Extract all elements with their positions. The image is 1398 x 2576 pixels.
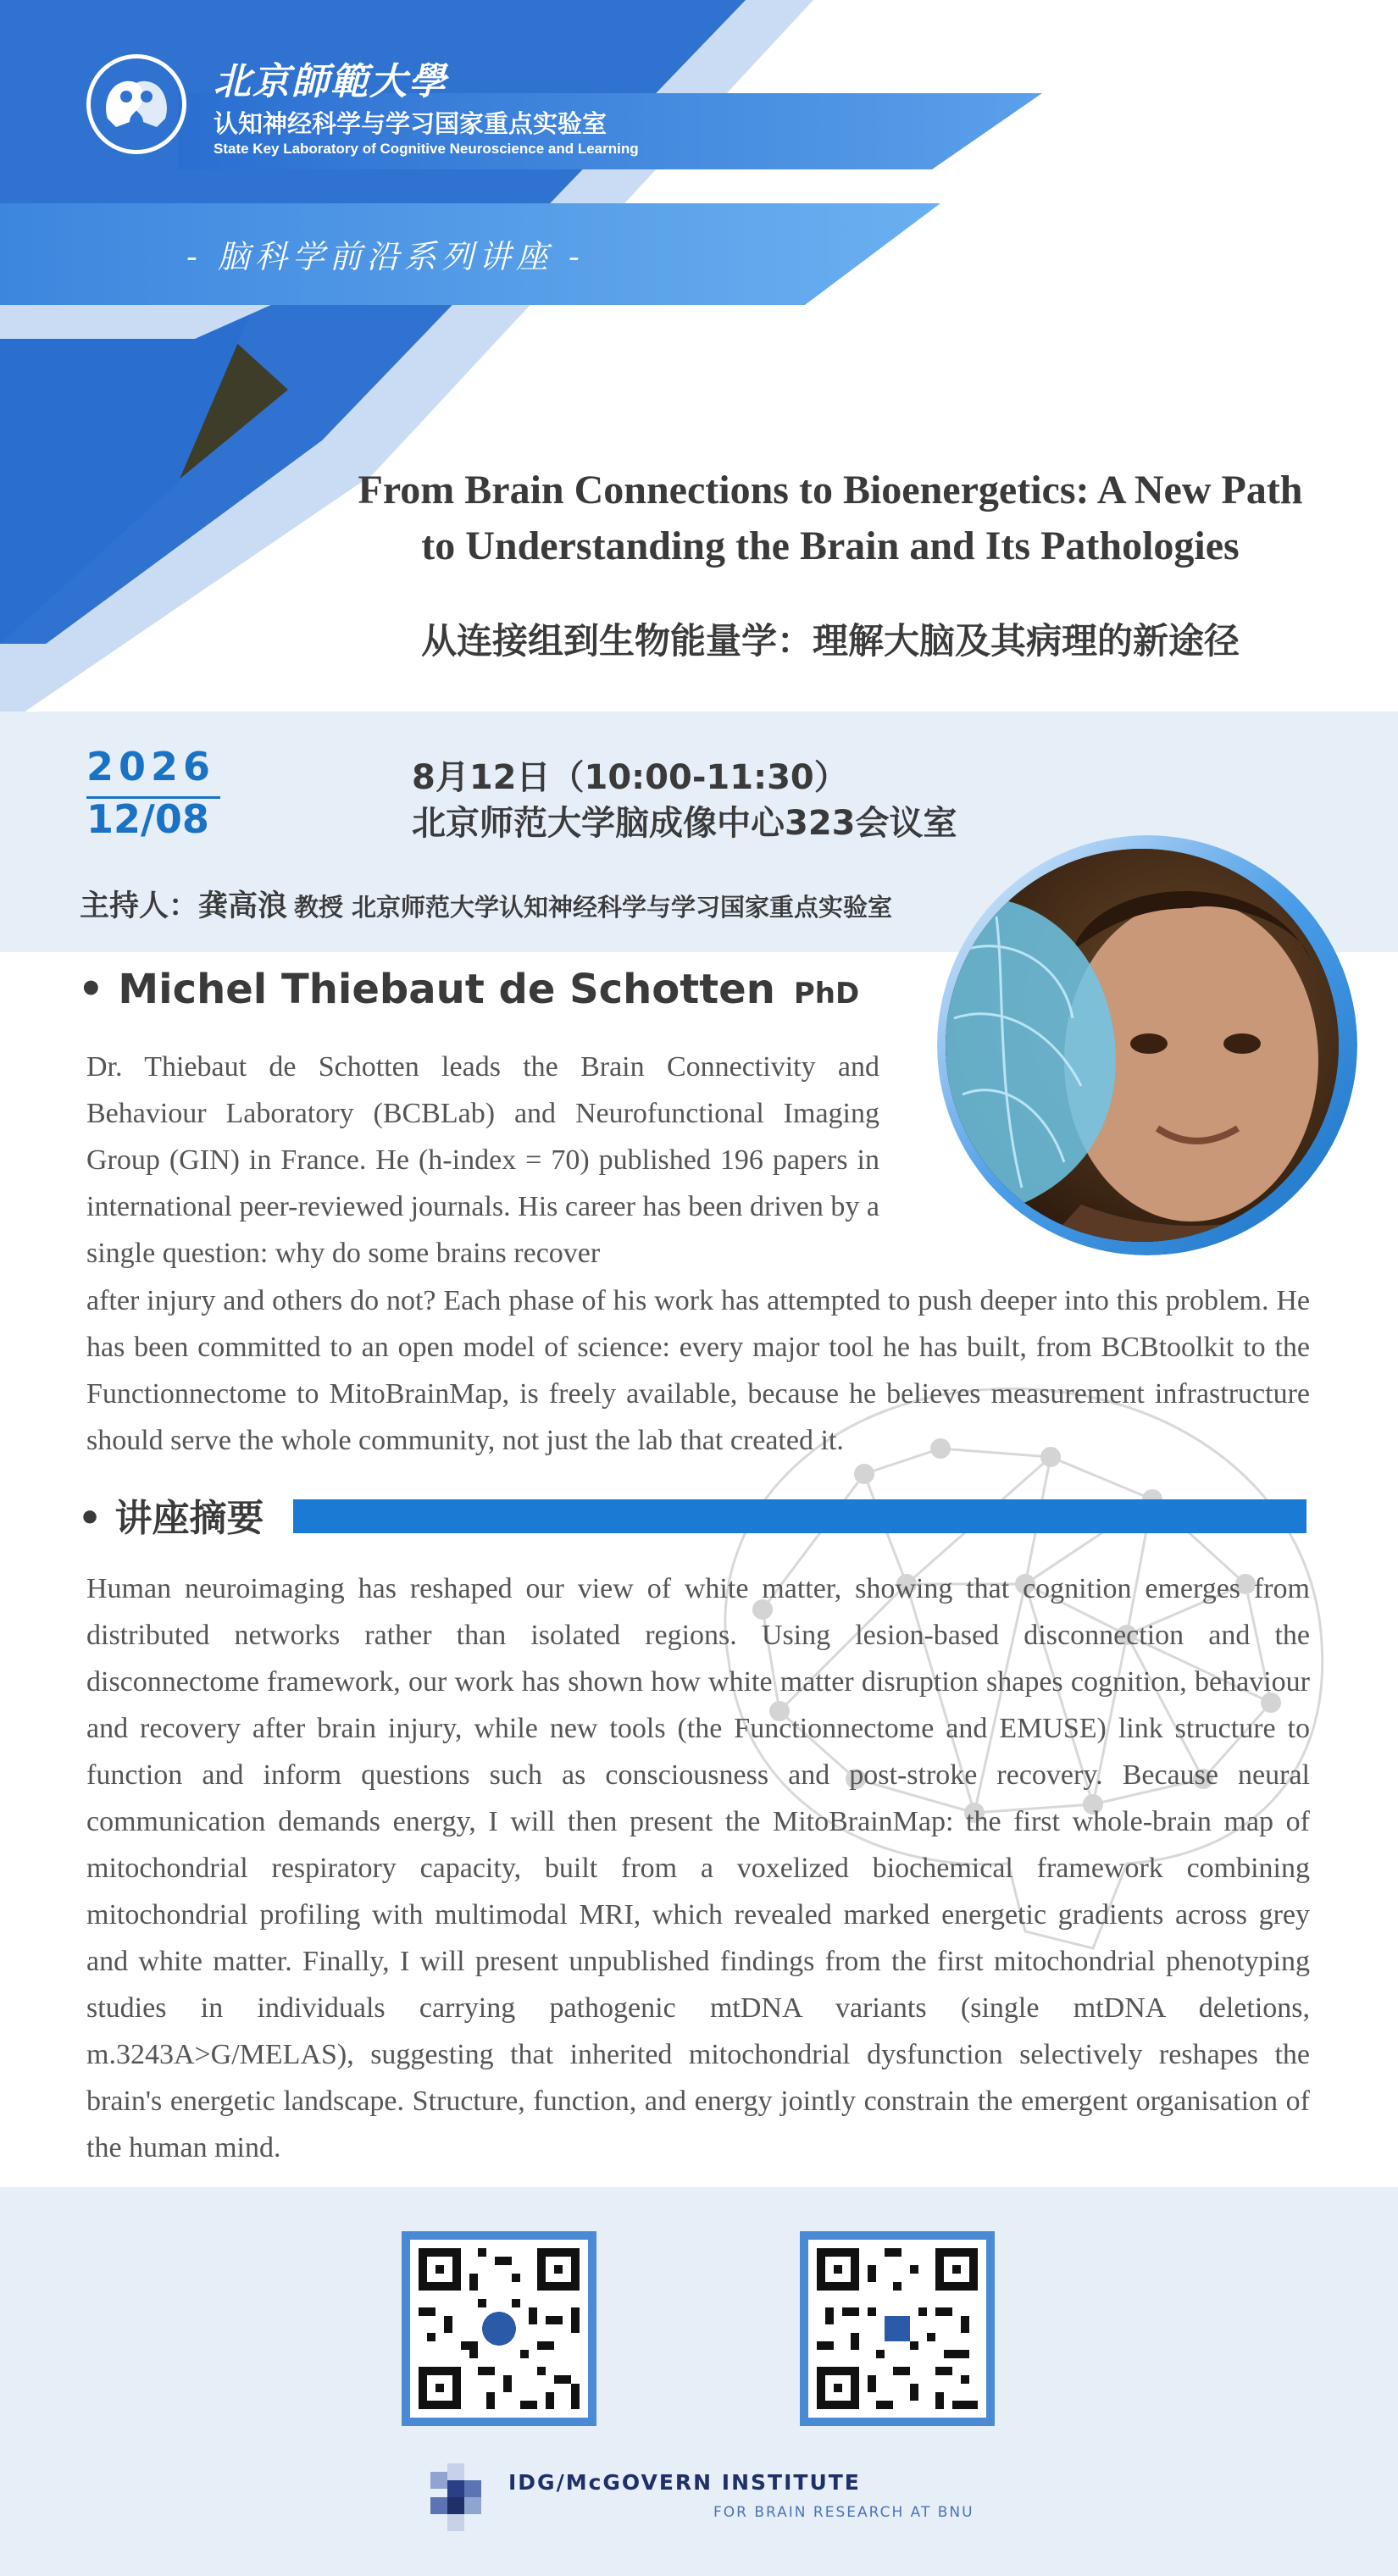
host-label: 主持人：龚高浪 [80,889,288,923]
speaker-photo [946,849,1339,1242]
qr-code-2[interactable] [800,2231,995,2426]
event-year: 2026 [86,744,216,789]
abstract-text: Human neuroimaging has reshaped our view of white matter, showing that cognition emerges from distributed networks rather than isolated regions. Using lesion-based disconnection and the disconnectome framework, our work has shown how white matter disruption shapes cognition, behaviour and recovery after brain injury, while new tools (the Functionnectome and EMUSE) link structure to function and inform questions such as consciousness and post-stroke recovery. Because neural communication demands energy, I will then present the MitoBrainMap: the first whole-brain map of mitochondrial respiratory capacity, built from a voxelized biochemical framework combining mitochondrial profiling with multimodal MRI, which revealed marked energetic gradients across grey and white matter. Finally, I will present unpublished findings from the first mitochondrial phenotyping studies in individuals carrying pathogenic mtDNA variants (single mtDNA deletions, m.3243A>G/MELAS), suggesting that inherited mitochondrial dysfunction selectively reshapes the brain's energetic landscape. Structure, function, and energy jointly constrain the emergent organisation of the human mind. [86,1573,1310,2163]
speaker-degree: PhD [793,977,860,1011]
qr-code-icon [808,2240,986,2418]
host-info [80,883,892,925]
section-divider-bar [293,1499,1306,1533]
idg-mcgovern-logo-icon [422,2463,490,2531]
lecture-series-title: - 脑科学前沿系列讲座 - [186,238,585,275]
speaker-heading [78,966,859,1013]
abstract-heading [78,1487,264,1542]
lab-name-cn: 认知神经科学与学习国家重点实验室 [214,109,607,138]
event-month-day: 12/08 [86,796,209,842]
lecture-title-en-line2: to Understanding the Brain and Its Pathologies [421,524,1240,568]
host-affiliation: 北京师范大学认知神经科学与学习国家重点实验室 [352,893,893,922]
lab-logo [86,54,186,154]
lecture-title-en [271,463,1390,574]
speaker-name: Michel Thiebaut de Schotten [118,966,775,1013]
event-venue: 北京师范大学脑成像中心323会议室 [412,804,957,843]
event-time: 8月12日（10:00-11:30） [412,758,848,797]
bullet-icon: • [78,966,104,1013]
lecture-title-en-line1: From Brain Connections to Bioenergetics: A New Path [358,468,1303,512]
speaker-bio-part1: Dr. Thiebaut de Schotten leads the Brain Connectivity and Behaviour Laboratory (BCBLab) and Neurofunctional Imaging Group (GIN) in France. He (h-index = 70) published 196 papers in international peer-reviewed journals. His career has been driven by a single question: why do some brains recover [86,1051,879,1269]
university-name: 北京師範大學 [214,60,447,103]
bnu-lab-logo-icon [101,75,172,134]
bullet-icon: • [78,1497,103,1540]
footer-band [0,2187,1398,2576]
qr-code-icon [410,2240,588,2418]
institute-subtitle: FOR BRAIN RESEARCH AT BNU [713,2504,974,2521]
speaker-bio-part2: after injury and others do not? Each phase of his work has attempted to push deeper into this problem. He has been committed to an open model of science: every major tool he has built, from BCBtoolkit to the Functionnectome to MitoBrainMap, is freely available, because he believes measurement infrastructure should serve the whole community, not just the lab that created it. [86,1285,1310,1456]
lecture-title-cn: 从连接组到生物能量学：理解大脑及其病理的新途径 [420,620,1240,662]
lab-name-en: State Key Laboratory of Cognitive Neuroscience and Learning [214,141,639,157]
abstract-heading-label: 讲座摘要 [114,1497,264,1540]
qr-code-1[interactable] [402,2231,596,2426]
host-role: 教授 [294,893,344,922]
institute-name: IDG/McGOVERN INSTITUTE [508,2470,861,2495]
speaker-portrait-image [946,849,1339,1242]
